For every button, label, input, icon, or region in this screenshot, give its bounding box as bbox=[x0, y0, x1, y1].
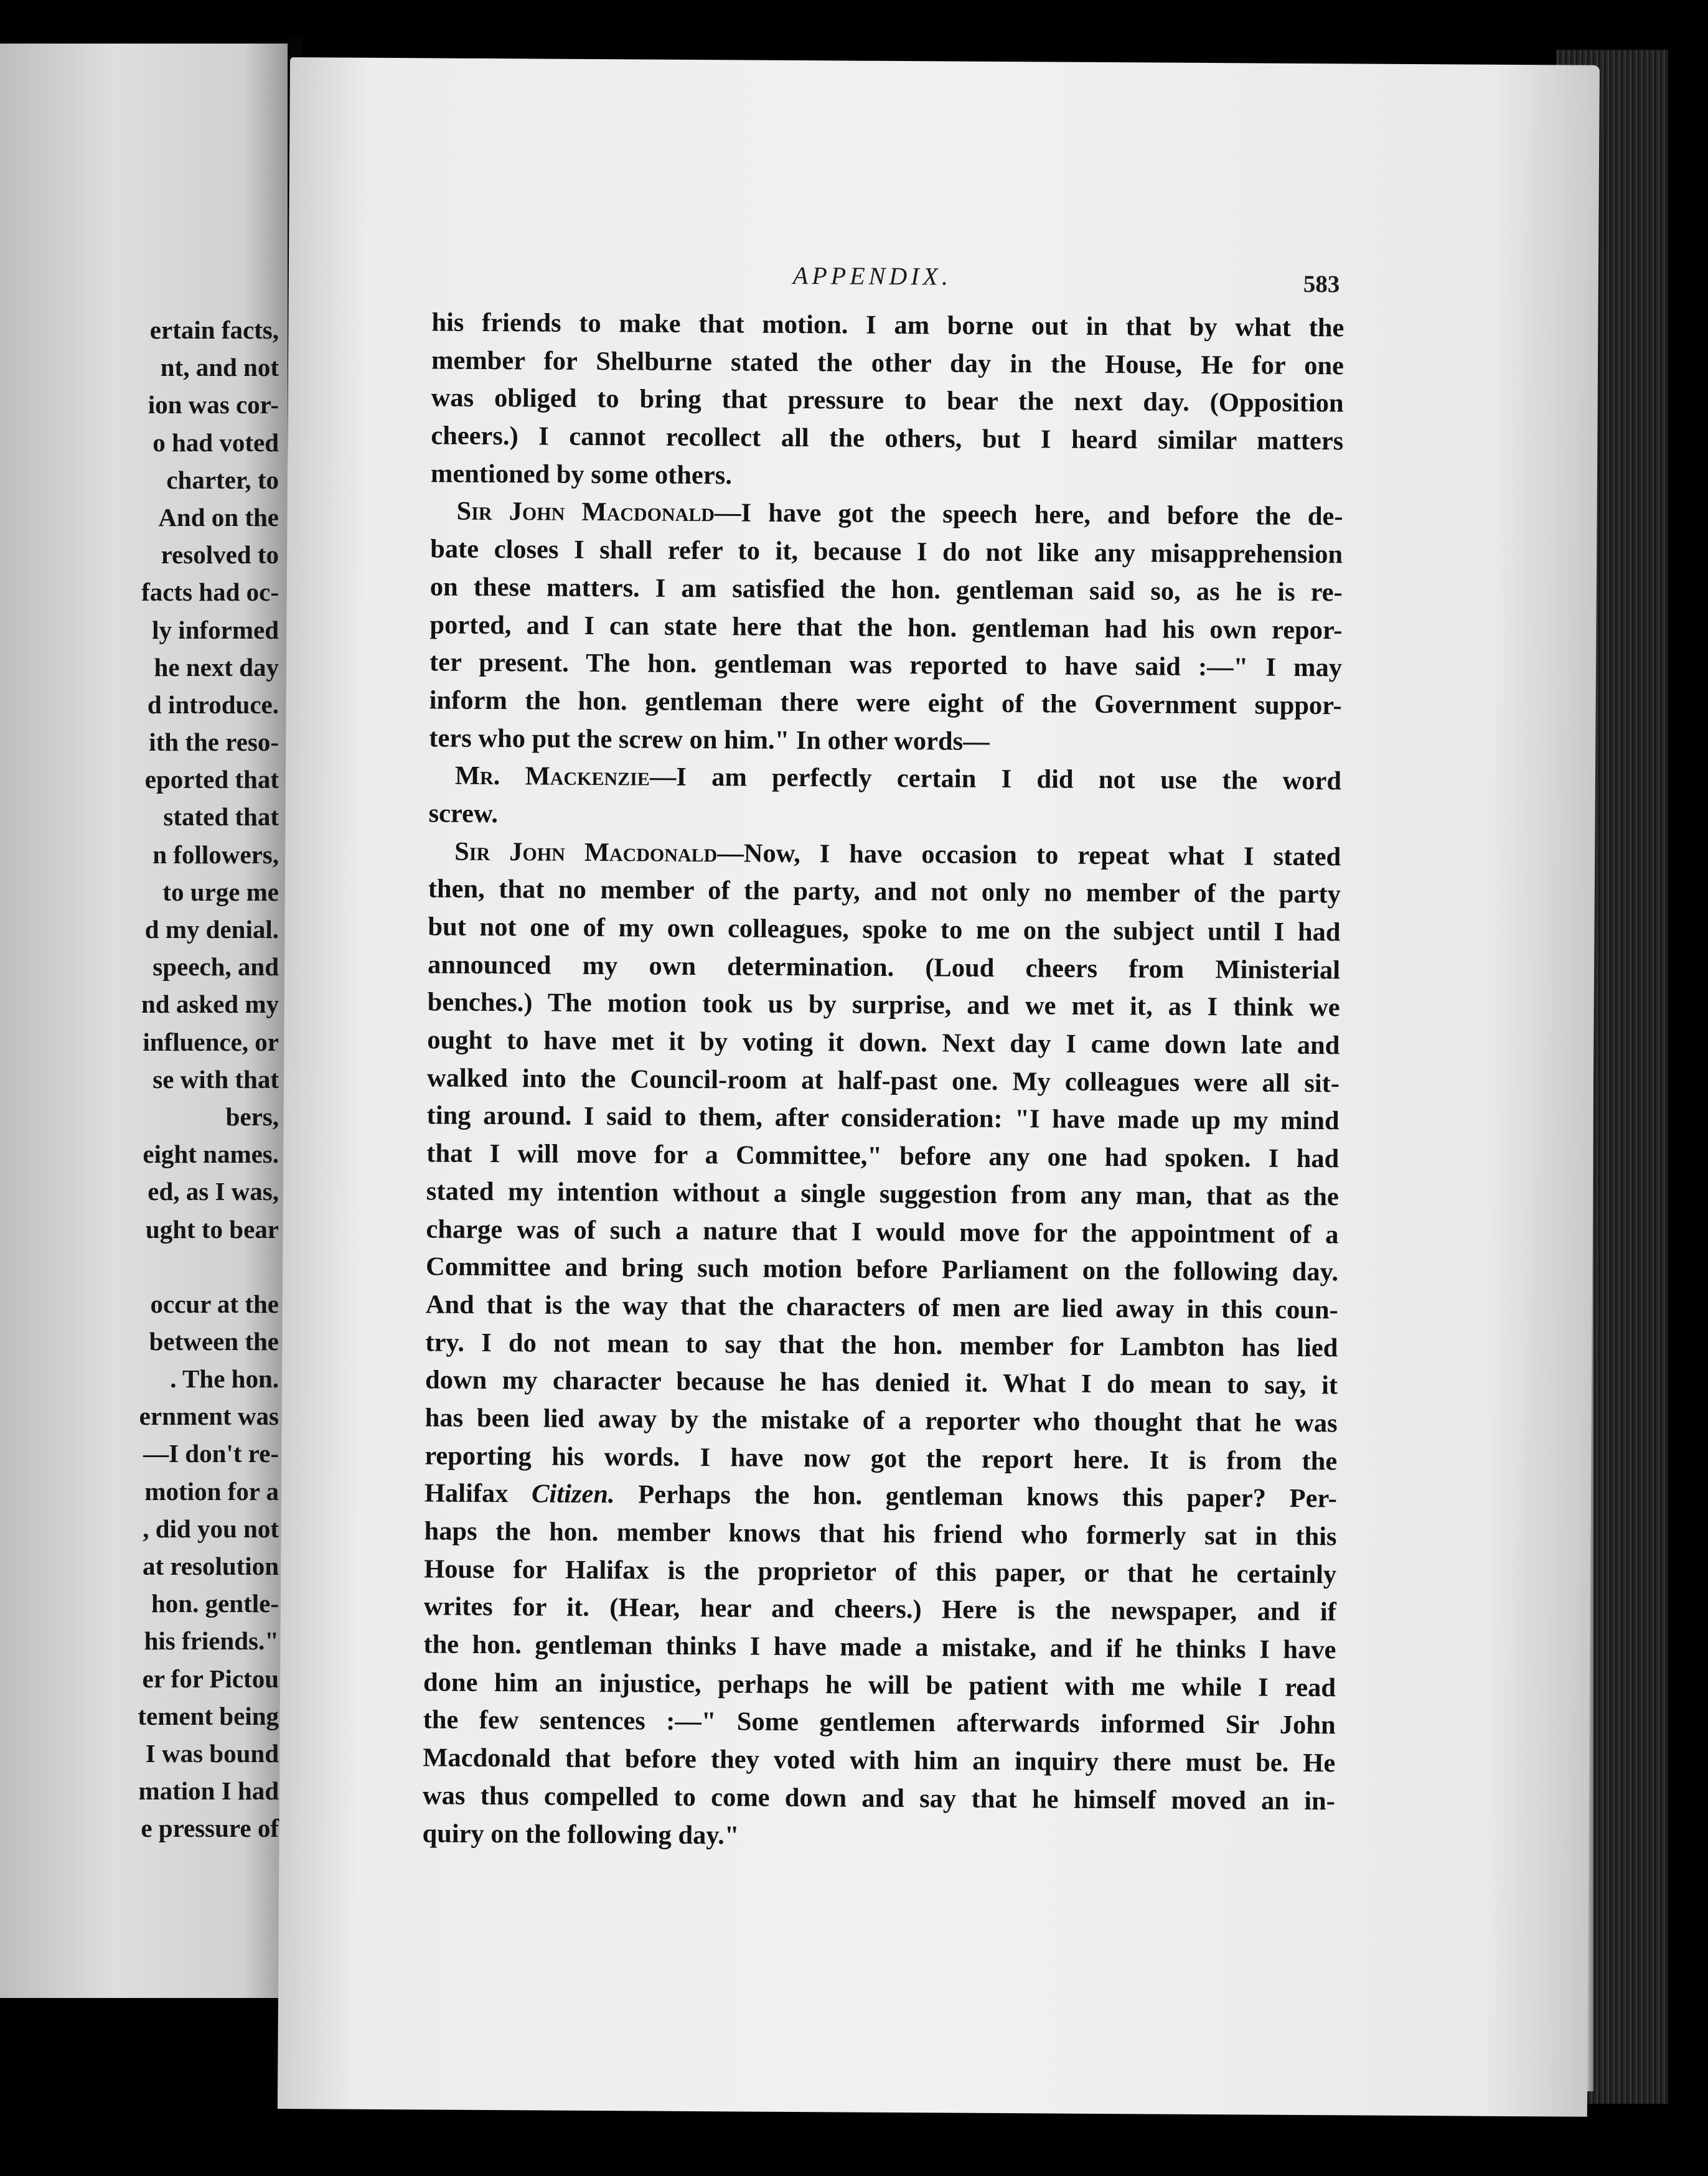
previous-page-line: he next day bbox=[154, 652, 279, 682]
line-text: And that is the way that the characters of men are lied away in this coun- bbox=[425, 1290, 1338, 1325]
line-text: stated my intention without a single suggestion from any man, that as the bbox=[426, 1176, 1339, 1212]
text-line bbox=[426, 1173, 1339, 1216]
page-body-text bbox=[422, 304, 1344, 1858]
previous-page-line: ught to bear bbox=[145, 1214, 279, 1244]
line-text: ported, and I can state here that the hon. gentleman had his own repor- bbox=[429, 609, 1343, 645]
text-line bbox=[425, 1399, 1337, 1443]
text-line bbox=[426, 1286, 1338, 1330]
text-line bbox=[426, 1097, 1339, 1141]
text-line bbox=[424, 1588, 1336, 1632]
speaker-name: Mr. Mackenzie bbox=[454, 761, 650, 792]
line-text: cheers.) I cannot recollect all the others, but I heard similar matters bbox=[431, 421, 1344, 456]
page-number: 583 bbox=[1303, 270, 1340, 298]
previous-page-line: eight names. bbox=[143, 1140, 279, 1169]
text-line bbox=[423, 1664, 1336, 1707]
line-text: but not one of my own colleagues, spoke to me on the subject until I had bbox=[428, 912, 1341, 947]
previous-page-line: o had voted bbox=[152, 428, 279, 457]
line-text: try. I do not mean to say that the hon. member for Lambton has lied bbox=[425, 1327, 1338, 1362]
previous-page-line: motion for a bbox=[144, 1476, 279, 1506]
previous-page-line: ertain facts, bbox=[149, 316, 279, 344]
previous-page-line: resolved to bbox=[161, 540, 279, 570]
previous-page-line: his friends." bbox=[144, 1626, 279, 1656]
previous-page-line: d my denial. bbox=[144, 915, 279, 944]
text-line bbox=[431, 304, 1344, 347]
text-line bbox=[425, 1324, 1338, 1367]
previous-page-line: I was bound bbox=[145, 1738, 279, 1768]
previous-page-line: nd asked my bbox=[141, 990, 279, 1019]
line-text: screw. bbox=[428, 799, 499, 828]
line-text: House for Halifax is the proprietor of this paper, or that he certainly bbox=[424, 1554, 1337, 1590]
previous-page-line: —I don't re- bbox=[143, 1439, 279, 1468]
line-text-tail: Perhaps the hon. gentleman knows this paper? Per- bbox=[614, 1480, 1338, 1514]
text-line bbox=[425, 1475, 1337, 1519]
previous-page-line: ly informed bbox=[152, 615, 279, 644]
previous-page-line: er for Pictou bbox=[142, 1664, 279, 1693]
text-line bbox=[428, 946, 1340, 990]
text-line bbox=[426, 1249, 1338, 1292]
previous-page-line: occur at the bbox=[150, 1289, 279, 1318]
previous-page-line: ernment was bbox=[139, 1402, 279, 1431]
text-line bbox=[425, 1437, 1337, 1481]
line-text: was thus compelled to come down and say that he himself moved an in- bbox=[422, 1781, 1336, 1816]
text-line bbox=[426, 1211, 1338, 1254]
previous-page-line: ed, as I was, bbox=[148, 1177, 279, 1206]
text-line bbox=[422, 1815, 1335, 1859]
text-line bbox=[429, 606, 1342, 650]
text-line bbox=[426, 1135, 1339, 1178]
text-line bbox=[429, 644, 1342, 688]
line-text: quiry on the following day." bbox=[422, 1818, 739, 1850]
previous-page-fragment bbox=[0, 44, 288, 1998]
text-line bbox=[423, 1702, 1335, 1745]
previous-page-line: n followers, bbox=[152, 840, 279, 869]
line-text: charge was of such a nature that I would move for the appointment of a bbox=[426, 1214, 1339, 1249]
previous-page-line: to urge me bbox=[162, 877, 279, 906]
line-text: the hon. gentleman thinks I have made a mistake, and if he thinks I have bbox=[423, 1630, 1336, 1665]
previous-page-line: speech, and bbox=[152, 952, 279, 982]
line-text: haps the hon. member knows that his friend who formerly sat in this bbox=[424, 1516, 1337, 1552]
previous-page-line: e pressure of bbox=[141, 1814, 279, 1843]
text-line bbox=[428, 833, 1341, 876]
text-line bbox=[431, 380, 1343, 423]
previous-page-line: . The hon. bbox=[170, 1364, 279, 1394]
line-text: down my character because he has denied it. What I do mean to say, it bbox=[425, 1365, 1338, 1400]
text-line bbox=[423, 1777, 1335, 1821]
previous-page-line: ion was cor- bbox=[148, 390, 279, 420]
text-line bbox=[431, 342, 1344, 385]
text-line bbox=[428, 795, 1341, 838]
text-line bbox=[424, 1550, 1336, 1594]
line-text: writes for it. (Hear, hear and cheers.) Here is the newspaper, and if bbox=[423, 1592, 1336, 1627]
text-line bbox=[429, 682, 1342, 725]
line-text: ter present. The hon. gentleman was reported to have said :—" I may bbox=[429, 647, 1343, 683]
previous-page-line: ith the reso- bbox=[149, 728, 279, 757]
text-line bbox=[423, 1626, 1336, 1669]
text-line bbox=[429, 720, 1341, 763]
previous-page-line: facts had oc- bbox=[141, 578, 279, 607]
previous-page-line: charter, to bbox=[166, 465, 279, 494]
line-text: benches.) The motion took us by surprise, and we met it, as I think we bbox=[427, 987, 1340, 1023]
italic-title: Citizen. bbox=[531, 1479, 615, 1509]
text-line bbox=[431, 455, 1343, 499]
speaker-name: Sir John Macdonald bbox=[454, 837, 718, 868]
line-text: the few sentences :—" Some gentlemen afterwards informed Sir John bbox=[423, 1705, 1336, 1740]
previous-page-line: nt, and not bbox=[160, 353, 279, 382]
text-line bbox=[428, 984, 1340, 1028]
line-text: Committee and bring such motion before Parliament on the following day. bbox=[425, 1252, 1339, 1287]
previous-page-line: between the bbox=[149, 1326, 279, 1356]
text-line bbox=[424, 1512, 1336, 1556]
line-text: bate closes I shall refer to it, because I do not like any misapprehension bbox=[430, 534, 1343, 570]
previous-page-line: , did you not bbox=[143, 1514, 279, 1543]
text-line bbox=[430, 531, 1343, 574]
previous-page-line: se with that bbox=[152, 1064, 279, 1094]
line-text: mentioned by some others. bbox=[430, 459, 733, 490]
current-page bbox=[278, 57, 1600, 2117]
text-line bbox=[431, 417, 1343, 461]
previous-page-line: And on the bbox=[158, 502, 279, 532]
line-text: ought to have met it by voting it down. Next day I came down late and bbox=[427, 1025, 1340, 1061]
text-line bbox=[430, 493, 1343, 537]
line-text: done him an injustice, perhaps he will be patient with me while I read bbox=[423, 1667, 1336, 1703]
line-text: has been lied away by the mistake of a reporter who thought that he was bbox=[425, 1403, 1338, 1438]
line-text: Halifax bbox=[424, 1478, 532, 1509]
line-text: —I am perfectly certain I did not use the word bbox=[649, 762, 1342, 796]
line-text: then, that no member of the party, and not only no member of the party bbox=[428, 874, 1341, 909]
previous-page-line: at resolution bbox=[142, 1552, 279, 1580]
line-text: was obliged to bring that pressure to bear the next day. (Opposition bbox=[431, 383, 1344, 418]
running-head-title: APPENDIX. bbox=[792, 261, 952, 291]
line-text: —I have got the speech here, and before the de- bbox=[714, 498, 1343, 532]
line-text: that I will move for a Committee," before any one had spoken. I had bbox=[426, 1138, 1340, 1174]
text-line bbox=[423, 1739, 1335, 1783]
previous-page-line: hon. gentle- bbox=[151, 1589, 279, 1618]
previous-page-line: eported that bbox=[144, 765, 279, 794]
previous-page-line: mation I had bbox=[138, 1776, 279, 1806]
previous-page-text bbox=[138, 311, 279, 1847]
text-line bbox=[428, 871, 1341, 914]
line-text: on these matters. I am satisfied the hon. gentleman said so, as he is re- bbox=[429, 572, 1343, 607]
text-line bbox=[430, 568, 1343, 612]
text-line bbox=[429, 757, 1341, 801]
previous-page-line bbox=[138, 1248, 279, 1285]
text-line bbox=[428, 908, 1340, 952]
line-text: ters who put the screw on him." In other words— bbox=[429, 723, 990, 756]
previous-page-line: bers, bbox=[225, 1102, 279, 1131]
previous-page-line: tement being bbox=[138, 1701, 279, 1730]
line-text: Macdonald that before they voted with him an inquiry there must be. He bbox=[423, 1743, 1336, 1778]
text-line bbox=[427, 1021, 1340, 1065]
previous-page-line: d introduce. bbox=[147, 690, 279, 719]
line-text: walked into the Council-room at half-past one. My colleagues were all sit- bbox=[426, 1063, 1340, 1099]
line-text: his friends to make that motion. I am borne out in that by what the bbox=[431, 307, 1344, 343]
previous-page-line: influence, or bbox=[143, 1027, 279, 1056]
line-text: member for Shelburne stated the other day in the House, He for one bbox=[431, 345, 1344, 381]
line-text: ting around. I said to them, after consideration: "I have made up my mind bbox=[426, 1100, 1340, 1136]
line-text: inform the hon. gentleman there were eight of the Government suppor- bbox=[429, 685, 1342, 721]
speaker-name: Sir John Macdonald bbox=[456, 497, 715, 528]
text-line bbox=[427, 1059, 1340, 1103]
previous-page-line: stated that bbox=[163, 802, 279, 832]
line-text: announced my own determination. (Loud cheers from Ministerial bbox=[427, 950, 1341, 985]
text-line bbox=[425, 1362, 1338, 1405]
line-text: reporting his words. I have now got the report here. It is from the bbox=[425, 1440, 1338, 1476]
line-text: —Now, I have occasion to repeat what I stated bbox=[717, 838, 1341, 871]
